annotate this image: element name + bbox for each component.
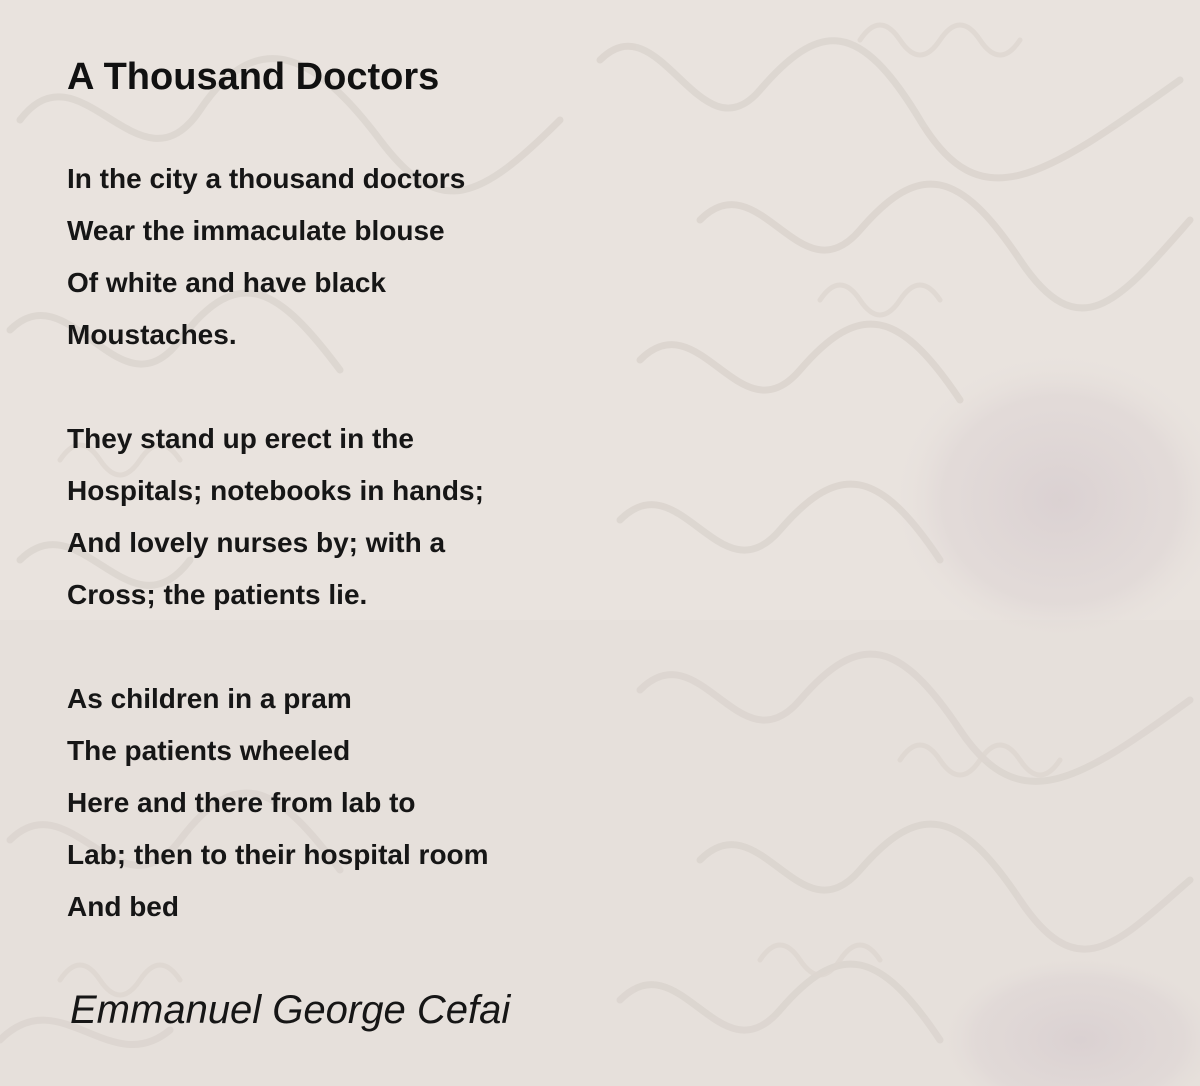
poem-line: Hospitals; notebooks in hands; <box>67 475 484 506</box>
poem-line: Here and there from lab to <box>67 787 416 818</box>
poem-line: And lovely nurses by; with a <box>67 527 446 558</box>
poem-line: Of white and have black <box>67 267 386 298</box>
poem-line: Wear the immaculate blouse <box>67 215 445 246</box>
poem-line: In the city a thousand doctors <box>67 163 466 194</box>
poem-author: Emmanuel George Cefai <box>70 988 511 1032</box>
stanza-3 <box>67 673 489 933</box>
poem-line: Moustaches. <box>67 319 237 350</box>
stanza-1 <box>67 153 465 361</box>
poem-line: Cross; the patients lie. <box>67 579 368 610</box>
poem-line: Lab; then to their hospital room <box>67 839 489 870</box>
poem-title: A Thousand Doctors <box>67 56 440 98</box>
poem-line: The patients wheeled <box>67 735 351 766</box>
poem-line: And bed <box>67 891 179 922</box>
poem-line: As children in a pram <box>67 683 352 714</box>
poem-line: They stand up erect in the <box>67 423 414 454</box>
stanza-2 <box>67 413 484 621</box>
